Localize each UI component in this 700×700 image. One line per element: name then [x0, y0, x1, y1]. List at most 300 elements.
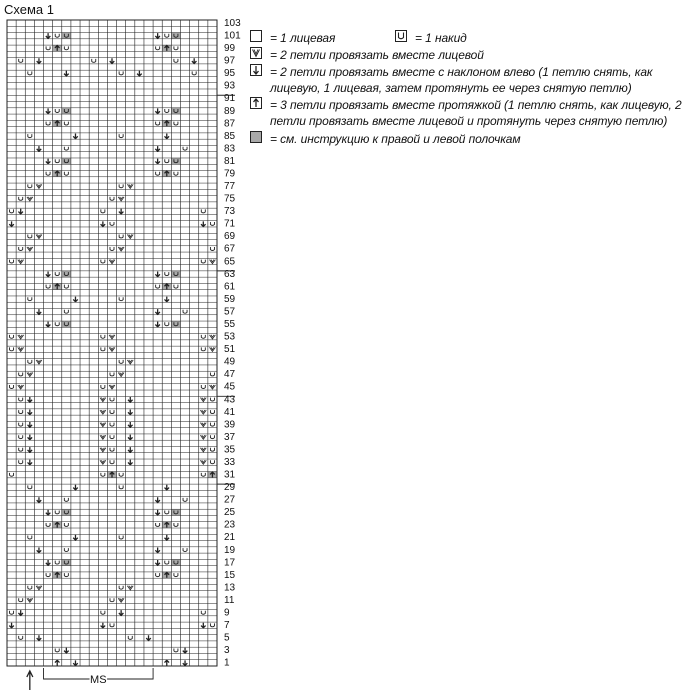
sk2p-arrow-up-icon [250, 97, 262, 109]
shaded-cell [171, 321, 180, 327]
k2tog-symbol [18, 335, 24, 339]
ssk-arrow-down-symbol [165, 134, 170, 139]
yarn-over-symbol [119, 473, 123, 476]
yarn-over-symbol [201, 385, 205, 388]
row-number: 1 [224, 657, 230, 669]
yarn-over-symbol [19, 410, 23, 413]
k2tog-symbol [127, 184, 133, 188]
row-number: 41 [224, 406, 236, 418]
yarn-over-symbol [110, 435, 114, 438]
shaded-cell [62, 108, 71, 114]
k2tog-symbol [100, 410, 106, 414]
yarn-over-symbol [110, 448, 114, 451]
row-number: 31 [224, 469, 236, 481]
row-number: 103 [224, 17, 241, 29]
yarn-over-symbol [101, 260, 105, 263]
yarn-over-symbol [28, 485, 32, 488]
yarn-over-symbol [19, 372, 23, 375]
ssk-arrow-down-symbol [165, 485, 170, 490]
ssk-arrow-down-symbol [137, 71, 142, 76]
k2tog-symbol [200, 435, 206, 439]
yarn-over-symbol [156, 46, 160, 49]
yarn-over-symbol [156, 573, 160, 576]
ssk-arrow-down-symbol [128, 435, 133, 440]
k2tog-symbol [200, 410, 206, 414]
k2tog-symbol [118, 247, 124, 251]
ssk-arrow-down-symbol [37, 146, 42, 151]
yarn-over-symbol [110, 197, 114, 200]
yarn-over-symbol [119, 134, 123, 137]
k2tog-symbol [109, 385, 115, 389]
yarn-over-symbol [210, 623, 214, 626]
ssk-arrow-down-symbol [9, 221, 14, 226]
ssk-arrow-down-symbol [28, 447, 33, 452]
yarn-over-symbol [64, 548, 68, 551]
ssk-arrow-down-symbol [119, 209, 124, 214]
row-number: 79 [224, 168, 236, 180]
ssk-arrow-down-symbol [119, 610, 124, 615]
k2tog-symbol [109, 335, 115, 339]
k2tog-symbol [18, 347, 24, 351]
yarn-over-symbol [201, 209, 205, 212]
row-number: 69 [224, 231, 236, 243]
legend-text-knit: = 1 лицевая [270, 31, 336, 45]
yarn-over-symbol [55, 34, 59, 37]
yarn-over-symbol [19, 398, 23, 401]
yarn-over-symbol [55, 272, 59, 275]
ssk-arrow-down-symbol [155, 146, 160, 151]
yarn-over-symbol [28, 71, 32, 74]
yarn-over-symbol [119, 234, 123, 237]
yarn-over-symbol [46, 46, 50, 49]
yarn-over-symbol [183, 147, 187, 150]
row-number: 67 [224, 243, 236, 255]
ssk-arrow-down-symbol [28, 460, 33, 465]
row-number: 19 [224, 544, 236, 556]
yarn-over-symbol [110, 247, 114, 250]
row-number: 59 [224, 293, 236, 305]
yarn-over-symbol [10, 385, 14, 388]
ssk-arrow-down-symbol [155, 108, 160, 113]
shaded-cell [62, 321, 71, 327]
yarn-over-symbol [174, 59, 178, 62]
row-number: 5 [224, 632, 230, 644]
yarn-over-symbol [165, 272, 169, 275]
yarn-over-symbol [210, 410, 214, 413]
ssk-arrow-down-symbol [201, 221, 206, 226]
yarn-over-symbol [110, 598, 114, 601]
yarn-over-symbol [110, 398, 114, 401]
ssk-arrow-down-symbol [46, 510, 51, 515]
ssk-arrow-down-symbol [155, 33, 160, 38]
k2tog-symbol [118, 197, 124, 201]
yarn-over-symbol [183, 548, 187, 551]
sk2p-arrow-up-symbol [55, 660, 60, 665]
yarn-over-symbol [64, 147, 68, 150]
yarn-over-icon [395, 30, 407, 42]
yarn-over-symbol [19, 197, 23, 200]
yarn-over-symbol [19, 636, 23, 639]
row-number: 47 [224, 369, 236, 381]
start-arrow-icon [27, 671, 33, 690]
yarn-over-symbol [110, 423, 114, 426]
yarn-over-symbol [101, 209, 105, 212]
ssk-arrow-down-symbol [128, 397, 133, 402]
yarn-over-symbol [10, 611, 14, 614]
row-number: 11 [224, 594, 235, 606]
row-number: 43 [224, 394, 236, 406]
k2tog-symbol [200, 423, 206, 427]
ssk-arrow-down-symbol [73, 134, 78, 139]
k2tog-symbol [127, 234, 133, 238]
yarn-over-symbol [174, 285, 178, 288]
yarn-over-symbol [46, 573, 50, 576]
yarn-over-symbol [101, 473, 105, 476]
row-number: 51 [224, 344, 236, 356]
ssk-arrow-down-symbol [64, 648, 69, 653]
row-number: 95 [224, 68, 236, 80]
ssk-arrow-down-symbol [46, 272, 51, 277]
legend-item-k2tog [250, 47, 484, 63]
ssk-arrow-down-symbol [37, 547, 42, 552]
ssk-arrow-down-symbol [128, 447, 133, 452]
k2tog-symbol [100, 398, 106, 402]
row-number: 71 [224, 218, 236, 230]
ssk-arrow-down-symbol [28, 409, 33, 414]
row-number: 23 [224, 519, 236, 531]
row-number: 75 [224, 193, 236, 205]
yarn-over-symbol [46, 172, 50, 175]
grid-frame [7, 20, 217, 666]
yarn-over-symbol [55, 159, 59, 162]
yarn-over-symbol [64, 46, 68, 49]
yarn-over-symbol [28, 360, 32, 363]
ssk-arrow-down-symbol [18, 610, 23, 615]
shaded-cell [171, 108, 180, 114]
legend-item-sk2p [250, 97, 695, 129]
shaded-cell [62, 559, 71, 565]
k2tog-symbol [27, 247, 33, 251]
ssk-arrow-down-symbol [64, 71, 69, 76]
yarn-over-symbol [28, 536, 32, 539]
yarn-over-symbol [28, 234, 32, 237]
yarn-over-symbol [165, 510, 169, 513]
ssk-arrow-down-symbol [46, 108, 51, 113]
ssk-arrow-down-symbol [165, 535, 170, 540]
row-number: 97 [224, 55, 236, 67]
k2tog-symbol [36, 586, 42, 590]
legend-item-yarn-over [395, 30, 467, 46]
yarn-over-symbol [55, 648, 59, 651]
yarn-over-symbol [64, 310, 68, 313]
ssk-arrow-down-symbol [37, 497, 42, 502]
k2tog-symbol [27, 372, 33, 376]
yarn-over-symbol [119, 586, 123, 589]
ssk-arrow-down-icon [250, 64, 262, 76]
ssk-arrow-down-symbol [37, 309, 42, 314]
row-number: 83 [224, 143, 236, 155]
k2tog-symbol [200, 398, 206, 402]
k2tog-symbol [18, 260, 24, 264]
yarn-over-symbol [46, 122, 50, 125]
row-number: 35 [224, 444, 236, 456]
yarn-over-symbol [19, 423, 23, 426]
row-number: 65 [224, 256, 236, 268]
k2tog-symbol [100, 460, 106, 464]
k2tog-symbol [118, 598, 124, 602]
ssk-arrow-down-symbol [155, 560, 160, 565]
row-number: 57 [224, 306, 236, 318]
row-number: 7 [224, 620, 230, 632]
yarn-over-symbol [119, 71, 123, 74]
yarn-over-symbol [201, 611, 205, 614]
ssk-arrow-down-symbol [183, 648, 188, 653]
ssk-arrow-down-symbol [101, 623, 106, 628]
yarn-over-symbol [101, 385, 105, 388]
k2tog-symbol [200, 460, 206, 464]
k2tog-symbol [100, 435, 106, 439]
yarn-over-symbol [201, 260, 205, 263]
yarn-over-symbol [174, 648, 178, 651]
legend-item-shaded [250, 131, 520, 147]
yarn-over-symbol [10, 209, 14, 212]
row-number: 9 [224, 607, 230, 619]
ssk-arrow-down-symbol [46, 159, 51, 164]
ssk-arrow-down-symbol [46, 322, 51, 327]
yarn-over-symbol [64, 122, 68, 125]
row-number: 17 [224, 557, 236, 569]
yarn-over-symbol [110, 460, 114, 463]
yarn-over-symbol [119, 184, 123, 187]
k2tog-symbol [18, 385, 24, 389]
yarn-over-symbol [165, 34, 169, 37]
yarn-over-symbol [210, 448, 214, 451]
yarn-over-symbol [210, 435, 214, 438]
legend-item-knit [250, 30, 335, 46]
legend-text-shaded: = см. инструкцию к правой и левой полочкам [270, 132, 521, 146]
ssk-arrow-down-symbol [155, 497, 160, 502]
ssk-arrow-down-symbol [155, 547, 160, 552]
shaded-cell [171, 559, 180, 565]
yarn-over-symbol [28, 134, 32, 137]
k2tog-symbol [27, 197, 33, 201]
ssk-arrow-down-symbol [165, 297, 170, 302]
legend-text-yarn-over: = 1 накид [415, 31, 467, 45]
shaded-cell-icon [250, 131, 262, 143]
legend-item-ssk [250, 64, 695, 96]
yarn-over-symbol [19, 435, 23, 438]
row-number: 55 [224, 319, 236, 331]
k2tog-symbol [36, 360, 42, 364]
yarn-over-symbol [28, 586, 32, 589]
shaded-cell [171, 509, 180, 515]
k2tog-symbol [210, 385, 216, 389]
row-number: 37 [224, 431, 236, 443]
yarn-over-symbol [119, 360, 123, 363]
shaded-cell [171, 33, 180, 39]
yarn-over-symbol [10, 260, 14, 263]
ssk-arrow-down-symbol [128, 409, 133, 414]
yarn-over-symbol [46, 285, 50, 288]
k2tog-symbol [100, 448, 106, 452]
yarn-over-symbol [19, 460, 23, 463]
yarn-over-symbol [210, 222, 214, 225]
yarn-over-symbol [55, 561, 59, 564]
ssk-arrow-down-symbol [155, 322, 160, 327]
yarn-over-symbol [64, 172, 68, 175]
knit-stitch-icon [250, 30, 262, 42]
yarn-over-symbol [165, 109, 169, 112]
legend-text-k2tog: = 2 петли провязать вместе лицевой [270, 48, 484, 62]
yarn-over-symbol [201, 335, 205, 338]
ssk-arrow-down-symbol [73, 485, 78, 490]
shaded-cell [171, 158, 180, 164]
ssk-arrow-down-symbol [101, 221, 106, 226]
ssk-arrow-down-symbol [155, 309, 160, 314]
yarn-over-symbol [92, 59, 96, 62]
ssk-arrow-down-symbol [28, 397, 33, 402]
ssk-arrow-down-symbol [73, 535, 78, 540]
row-number: 33 [224, 456, 236, 468]
row-number: 91 [224, 93, 236, 105]
k2tog-symbol [127, 360, 133, 364]
k2tog-symbol [210, 335, 216, 339]
legend-text-ssk: = 2 петли провязать вместе с наклоном влево (1 петлю снять, как лицевую, 1 лицевая, затем протянуть ее через снятую петлю) [270, 65, 653, 95]
row-number: 87 [224, 118, 236, 130]
yarn-over-symbol [210, 398, 214, 401]
yarn-over-symbol [19, 59, 23, 62]
row-number: 49 [224, 356, 236, 368]
ssk-arrow-down-symbol [73, 297, 78, 302]
yarn-over-symbol [119, 485, 123, 488]
shaded-cell [62, 271, 71, 277]
ssk-arrow-down-symbol [37, 58, 42, 63]
yarn-over-symbol [119, 297, 123, 300]
yarn-over-symbol [110, 372, 114, 375]
yarn-over-symbol [101, 335, 105, 338]
yarn-over-symbol [19, 448, 23, 451]
yarn-over-symbol [110, 222, 114, 225]
yarn-over-symbol [10, 347, 14, 350]
ssk-arrow-down-symbol [192, 58, 197, 63]
k2tog-symbol [100, 423, 106, 427]
yarn-over-symbol [210, 423, 214, 426]
shaded-cell [62, 33, 71, 39]
row-number: 29 [224, 482, 236, 494]
shaded-cell [62, 509, 71, 515]
yarn-over-symbol [156, 172, 160, 175]
yarn-over-symbol [174, 122, 178, 125]
yarn-over-symbol [64, 285, 68, 288]
ssk-arrow-down-symbol [73, 660, 78, 665]
yarn-over-symbol [46, 523, 50, 526]
row-number: 39 [224, 419, 236, 431]
yarn-over-symbol [110, 410, 114, 413]
row-number: 3 [224, 645, 230, 657]
yarn-over-symbol [64, 523, 68, 526]
ssk-arrow-down-symbol [9, 623, 14, 628]
yarn-over-symbol [10, 473, 14, 476]
yarn-over-symbol [10, 335, 14, 338]
row-number: 27 [224, 494, 236, 506]
k2tog-symbol [210, 260, 216, 264]
yarn-over-symbol [183, 498, 187, 501]
shaded-cell [62, 158, 71, 164]
k2tog-symbol [200, 448, 206, 452]
row-number: 15 [224, 569, 236, 581]
k2tog-symbol [127, 586, 133, 590]
yarn-over-symbol [55, 322, 59, 325]
yarn-over-symbol [64, 498, 68, 501]
row-number: 63 [224, 268, 236, 280]
ssk-arrow-down-symbol [46, 33, 51, 38]
yarn-over-symbol [165, 322, 169, 325]
row-number: 89 [224, 105, 236, 117]
yarn-over-symbol [64, 573, 68, 576]
yarn-over-symbol [101, 347, 105, 350]
row-number: 85 [224, 130, 236, 142]
ssk-arrow-down-symbol [18, 209, 23, 214]
shaded-cell [171, 271, 180, 277]
row-number: 25 [224, 507, 236, 519]
ssk-arrow-down-symbol [28, 422, 33, 427]
ssk-arrow-down-symbol [155, 510, 160, 515]
yarn-over-symbol [28, 184, 32, 187]
row-number: 73 [224, 206, 236, 218]
yarn-over-symbol [183, 310, 187, 313]
row-number: 101 [224, 30, 241, 42]
yarn-over-symbol [101, 611, 105, 614]
yarn-over-symbol [28, 297, 32, 300]
ssk-arrow-down-symbol [110, 58, 115, 63]
yarn-over-symbol [192, 71, 196, 74]
ssk-arrow-down-symbol [37, 635, 42, 640]
row-number: 45 [224, 381, 236, 393]
k2tog-symbol [109, 347, 115, 351]
row-number: 77 [224, 181, 236, 193]
yarn-over-symbol [201, 473, 205, 476]
ssk-arrow-down-symbol [128, 460, 133, 465]
row-number: 53 [224, 331, 236, 343]
k2tog-icon [250, 47, 262, 59]
ssk-arrow-down-symbol [155, 272, 160, 277]
yarn-over-symbol [210, 460, 214, 463]
ms-label: MS [90, 674, 107, 686]
sk2p-arrow-up-symbol [165, 660, 170, 665]
yarn-over-symbol [156, 122, 160, 125]
yarn-over-symbol [19, 598, 23, 601]
yarn-over-symbol [55, 510, 59, 513]
yarn-over-symbol [174, 523, 178, 526]
yarn-over-symbol [165, 561, 169, 564]
yarn-over-symbol [165, 159, 169, 162]
ssk-arrow-down-symbol [155, 159, 160, 164]
yarn-over-symbol [210, 372, 214, 375]
yarn-over-symbol [119, 536, 123, 539]
ssk-arrow-down-symbol [201, 623, 206, 628]
k2tog-symbol [27, 598, 33, 602]
yarn-over-symbol [156, 285, 160, 288]
yarn-over-symbol [110, 623, 114, 626]
ssk-arrow-down-symbol [28, 435, 33, 440]
chart-title: Схема 1 [4, 2, 54, 17]
ssk-arrow-down-symbol [128, 422, 133, 427]
yarn-over-symbol [19, 247, 23, 250]
ssk-arrow-down-symbol [46, 560, 51, 565]
yarn-over-symbol [156, 523, 160, 526]
ssk-arrow-down-symbol [146, 635, 151, 640]
yarn-over-symbol [174, 573, 178, 576]
